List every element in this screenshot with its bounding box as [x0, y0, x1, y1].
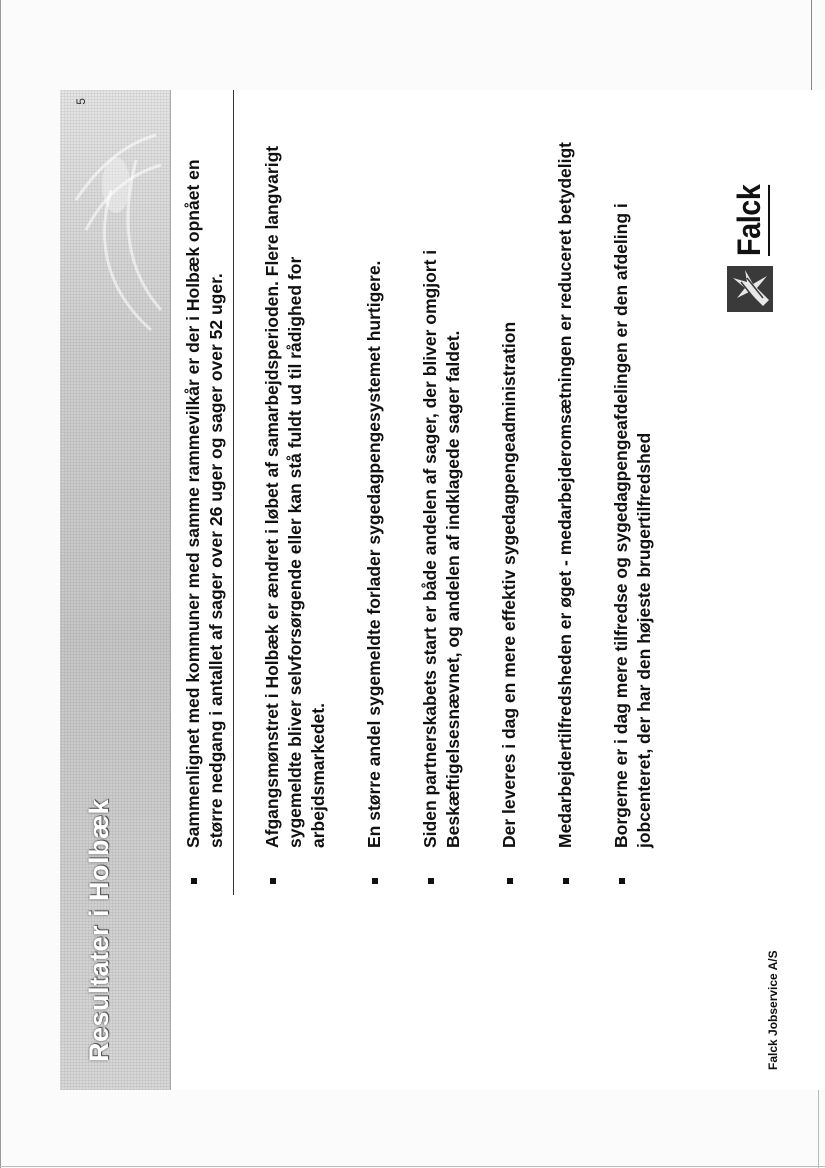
bullet-text: Sammenlignet med kommuner med samme rammevilkår er der i Holbæk opnået en større nedgang i antallet af sager over 26 uger og sager over 52 uger.: [183, 159, 226, 848]
falck-logo-text: Falck: [730, 185, 770, 256]
square-bullet-icon: [191, 878, 197, 884]
bullet-text: Afgangsmønstret i Holbæk er ændret i løbet af samarbejdsperioden. Flere langvarigt sygemeldte bliver selvforsørgende eller kan stå fuldt ud til rådighed for arbejdsmarkedet.: [262, 145, 328, 848]
footer-company: Falck Jobservice A/S: [766, 950, 780, 1070]
bullet-item: [610, 114, 656, 884]
scan-edge-bottom: [0, 1166, 825, 1167]
header-decoration-icon: [66, 120, 166, 350]
square-bullet-icon: [428, 878, 434, 884]
bullet-item: [182, 114, 228, 884]
square-bullet-icon: [270, 878, 276, 884]
square-bullet-icon: [563, 878, 569, 884]
header-band: [60, 90, 171, 1090]
bullet-item: [498, 114, 521, 884]
page-number: 5: [74, 98, 88, 105]
slide-title: Resultater i Holbæk: [84, 798, 114, 1062]
bullet-text: Siden partnerskabets start er både andelen af sager, der bliver omgjort i Beskæftigelsesnævnet, og andelen af indklagede sager faldet.: [420, 249, 463, 848]
square-bullet-icon: [507, 878, 513, 884]
square-bullet-icon: [619, 878, 625, 884]
falck-logo: [725, 177, 775, 312]
bullet-item: [363, 114, 386, 884]
bullet-text: Der leveres i dag en mere effektiv sygedagpengeadministration: [499, 321, 519, 848]
bullet-item: [261, 114, 330, 884]
falck-eagle-logo-icon: [727, 266, 773, 312]
bullet-text: En større andel sygemeldte forlader sygedagpengesystemet hurtigere.: [364, 260, 384, 848]
bullet-text: Medarbejdertilfredsheden er øget - medarbejderomsætningen er reduceret betydeligt: [555, 142, 575, 848]
bullet-list: [182, 114, 689, 884]
square-bullet-icon: [372, 878, 378, 884]
slide: [60, 90, 825, 1090]
bullet-item: [419, 114, 465, 884]
bullet-item: [554, 114, 577, 884]
scan-edge-left: [0, 0, 1, 1168]
bullet-text: Borgerne er i dag mere tilfredse og sygedagpengeafdelingen er den afdeling i jobcenteret, der har den højeste brugertilfredshed: [611, 203, 654, 848]
